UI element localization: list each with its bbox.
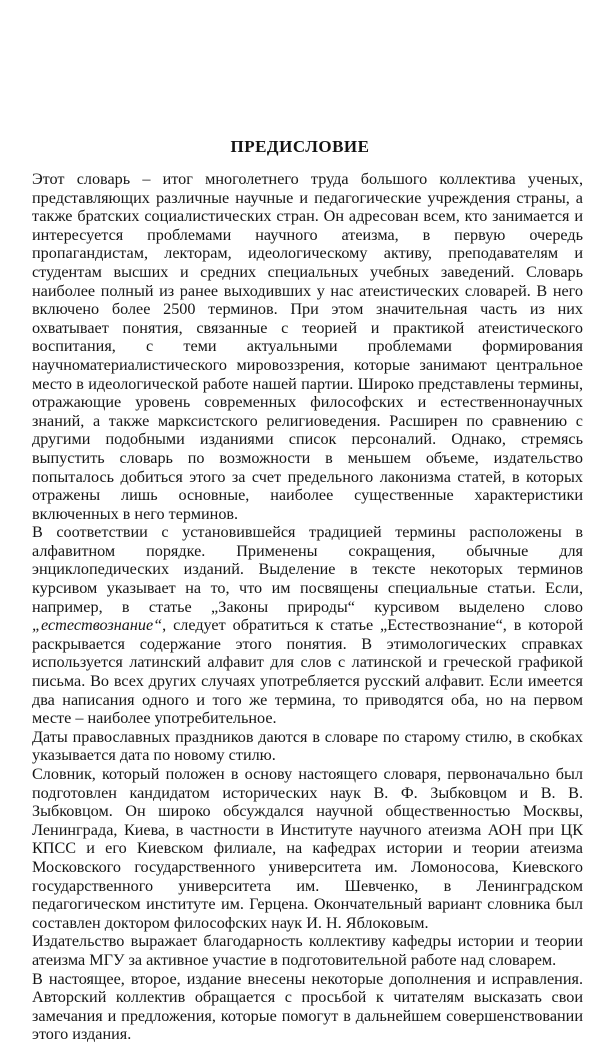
italic-term: „естествознание“ (32, 616, 163, 635)
preface-body (32, 170, 583, 1044)
paragraph-dates: Даты православных праздников даются в словаре по старому стилю, в скобках указывается дата по новому стилю. (32, 727, 583, 765)
paragraph-intro: Этот словарь – итог многолетнего труда большого коллектива ученых, представляющих различные научные и педагогические учреждения страны, а также братских социалистических стран. Он адресован всем, кто занимается и интересуется проблемами научного атеизма, в первую очередь пропагандистам, лекторам, идеологическому активу, преподавателям и студентам высших и средних специальных учебных заведений. Словарь наиболее полный из ранее выходивших у нас атеистических словарей. В него включено более 2500 терминов. При этом значительная часть из них охватывает понятия, связанные с теорией и практикой атеистического воспитания, с теми актуальными проблемами формирования научноматериалистического мировоззрения, которые занимают центральное место в идеологической работе нашей партии. Широко представлены термины, отражающие уровень современных философских и естественнонаучных знаний, а также марксистского религиоведения. Расширен по сравнению с другими подобными изданиями список персоналий. Однако, стремясь выпустить словарь по возможности в меньшем объеме, издательство попыталось добиться этого за счет предельного лаконизма статей, в которых отражены лишь основные, наиболее существенные характеристики включенных в него терминов. (32, 170, 583, 523)
paragraph-wordlist: Словник, который положен в основу настоящего словаря, первоначально был подготовлен кандидатом исторических наук В. Ф. Зыбковцом и В. В. Зыбковцом. Он широко обсуждался научной общественностью Москвы, Ленинграда, Киева, в частности в Институте научного атеизма АОН при ЦК КПСС и его Киевском филиале, на кафедрах истории и теории атеизма Московского государственного университета им. Ломоносова, Киевского государственного университета им. Шевченко, в Ленинградском педагогическом институте им. Герцена. Окончательный вариант словника был составлен доктором философских наук И. Н. Яблоковым. (32, 765, 583, 932)
page-title: ПРЕДИСЛОВИЕ (230, 137, 370, 156)
paragraph-conventions (32, 523, 583, 728)
paragraph-second-edition: В настоящее, второе, издание внесены некоторые дополнения и исправления. Авторский коллектив обращается с просьбой к читателям высказать свои замечания и предложения, которые помогут в дальнейшем совершенствовании этого издания. (32, 969, 583, 1044)
paragraph-conventions-text-after: , следует обратиться к статье „Естествознание“, в которой раскрывается содержание этого понятия. В этимологических справках используется латинский алфавит для слов с латинской и греческой графикой письма. Во всех других случаях употребляется русский алфавит. Если имеется два написания одного и того же термина, то приводятся оба, но на первом месте – наиболее употребительное. (32, 616, 583, 728)
paragraph-conventions-text-before: В соответствии с установившейся традицией термины расположены в алфавитном порядке. Применены сокращения, обычные для энциклопедических изданий. Выделение в тексте некоторых терминов курсивом указывает на то, что им посвящены специальные статьи. Если, например, в статье „Законы природы“ курсивом выделено слово (32, 523, 583, 616)
paragraph-acknowledgement: Издательство выражает благодарность коллективу кафедры истории и теории атеизма МГУ за активное участие в подготовительной работе над словарем. (32, 932, 583, 969)
